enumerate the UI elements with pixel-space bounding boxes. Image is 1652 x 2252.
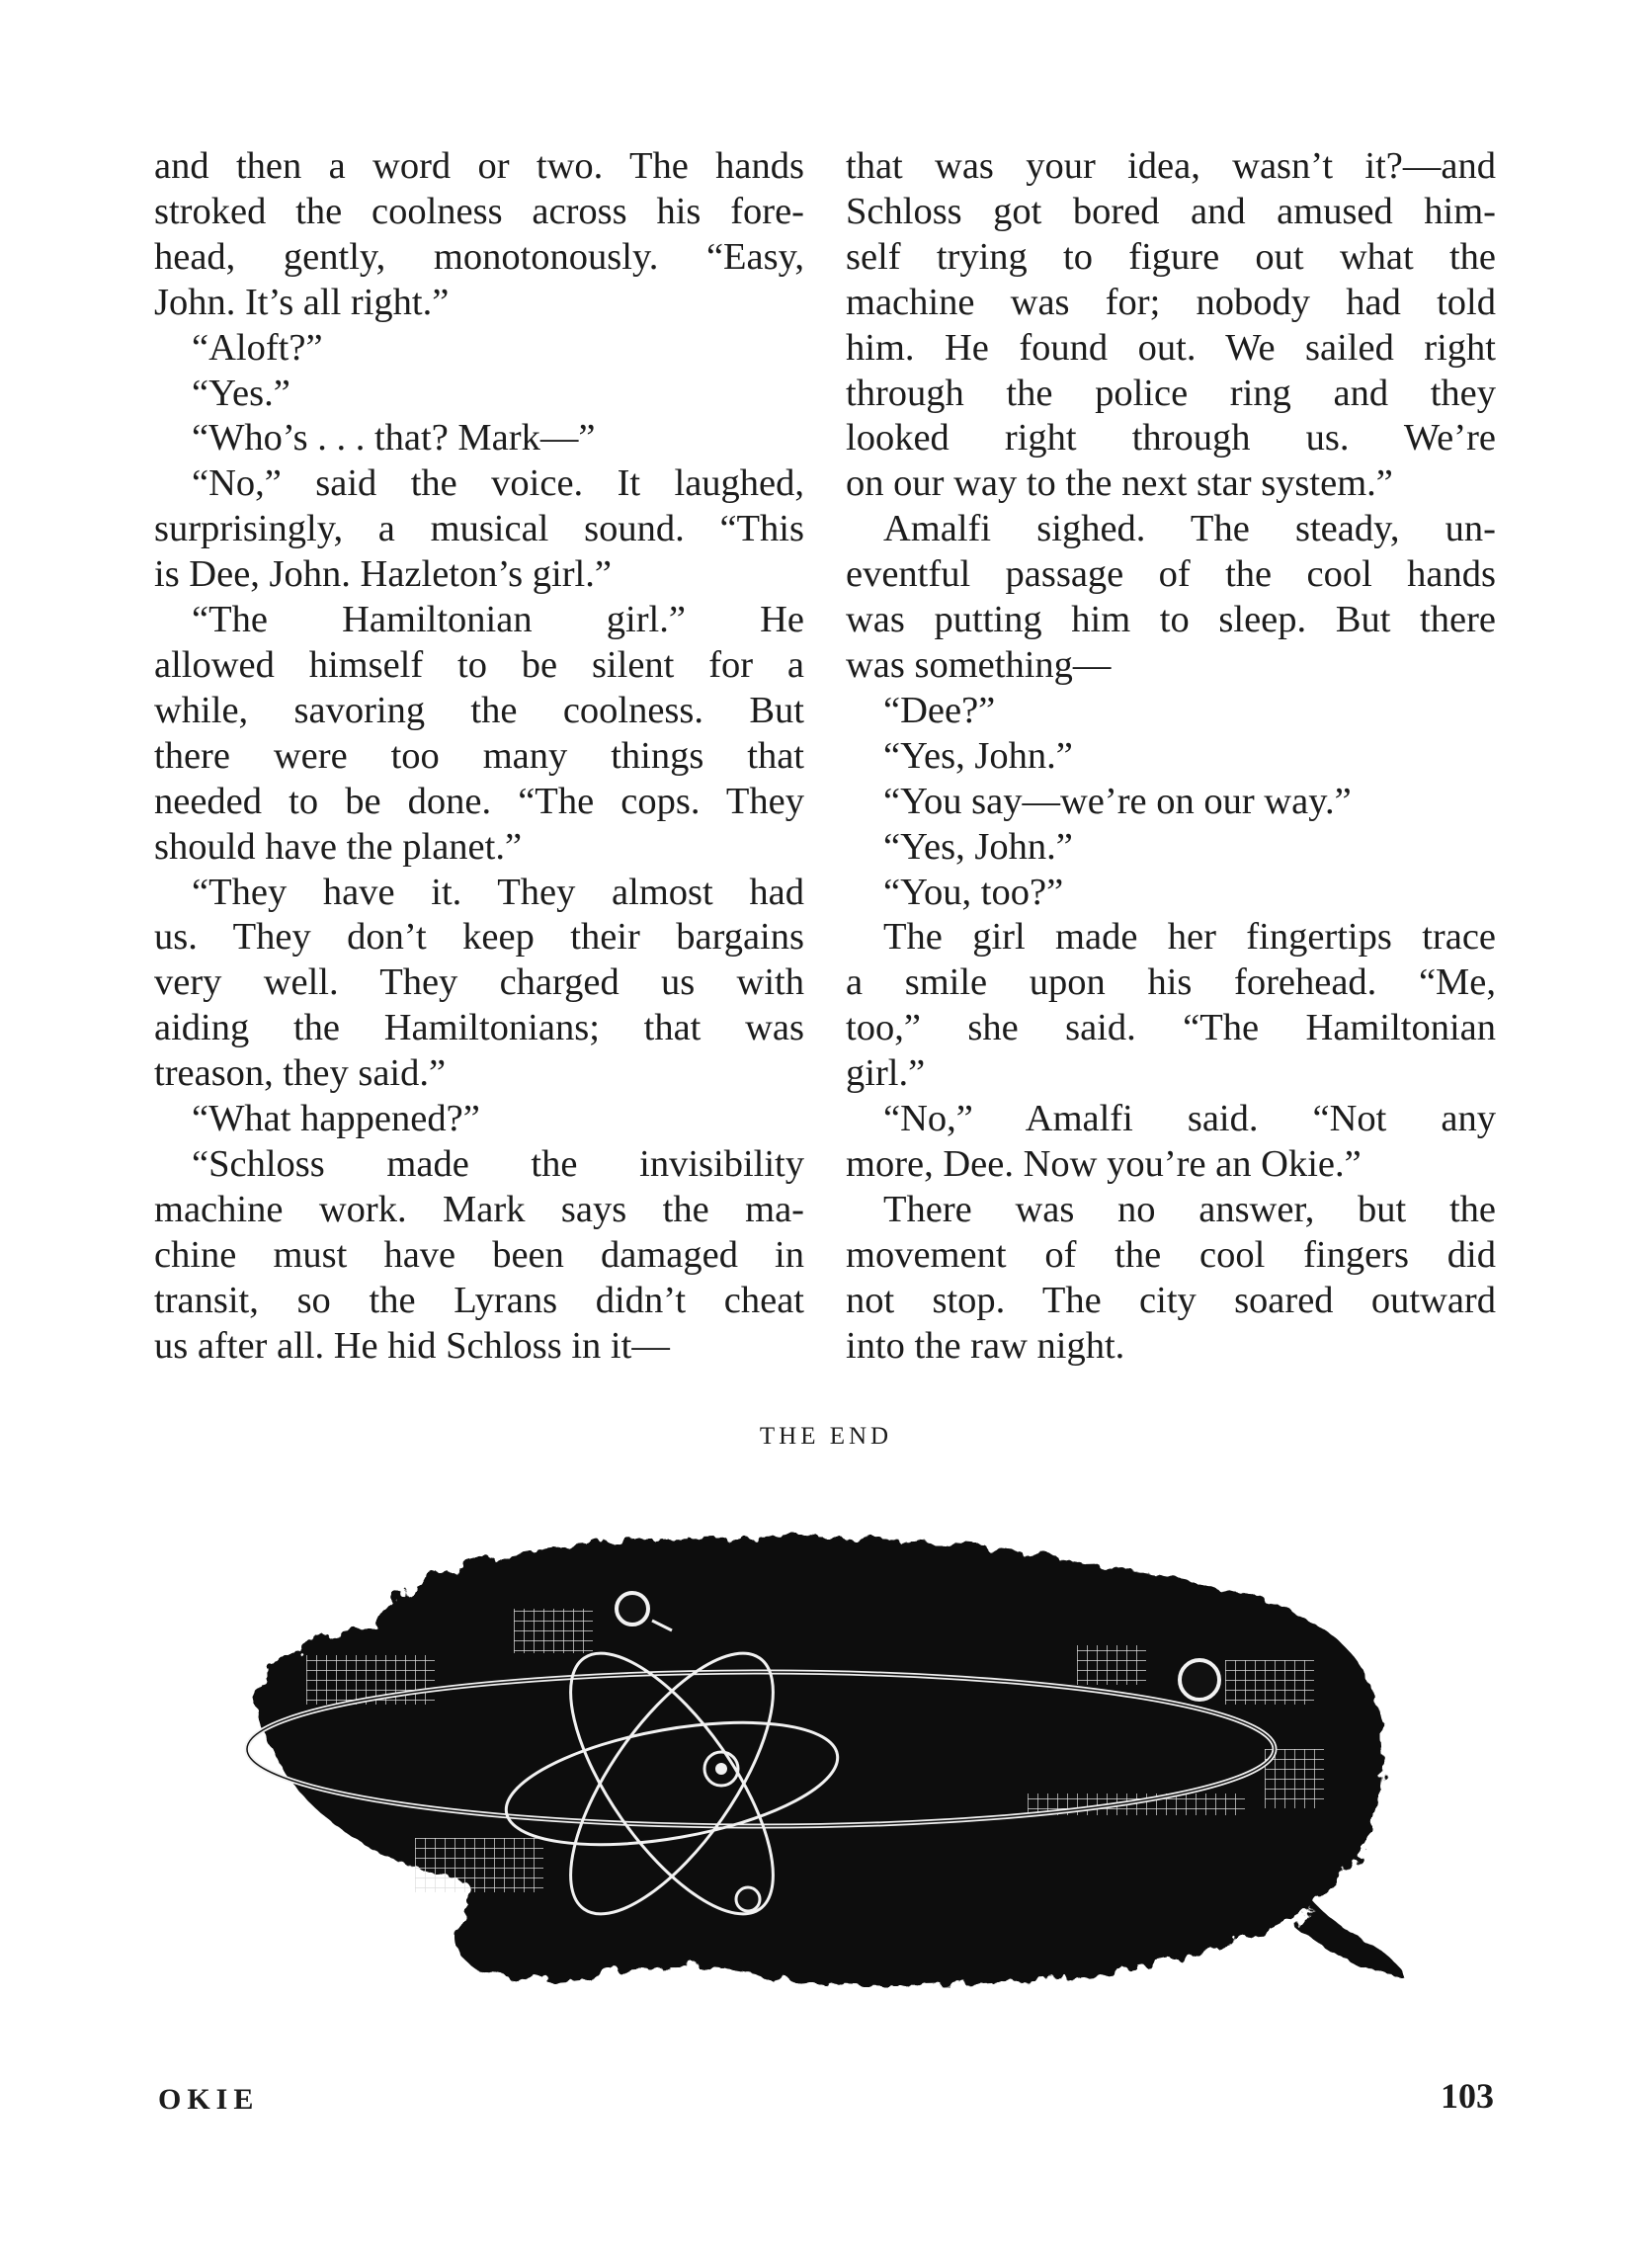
text-line: “Yes, John.” — [883, 825, 1073, 868]
text-line: “The Hamiltonian girl.” He — [192, 599, 804, 641]
text-line: was putting him to sleep. But there — [846, 599, 1496, 641]
text-line: The girl made her fingertips trace — [883, 916, 1496, 959]
paragraph — [846, 144, 1496, 507]
paragraph — [154, 416, 804, 461]
paragraph — [154, 1142, 804, 1370]
text-line: while, savoring the coolness. But — [154, 689, 804, 731]
paragraph — [846, 825, 1496, 871]
running-title: OKIE — [158, 2083, 260, 2116]
electron-3 — [736, 1887, 760, 1911]
paragraph — [846, 734, 1496, 780]
text-line: too,” she said. “The Hamiltonian — [846, 1007, 1496, 1049]
text-line: machine work. Mark says the ma- — [154, 1188, 804, 1230]
text-line: that was your idea, wasn’t it?—and — [846, 145, 1496, 187]
paragraph — [154, 326, 804, 372]
electron-2 — [1180, 1660, 1219, 1700]
text-line: girl.” — [846, 1052, 926, 1095]
paragraph — [846, 915, 1496, 1097]
text-line: stroked the coolness across his fore- — [154, 190, 804, 232]
text-line: “No,” Amalfi said. “Not any — [883, 1098, 1496, 1140]
text-line: aiding the Hamiltonians; that was — [154, 1007, 804, 1049]
paragraph — [154, 871, 804, 1098]
text-line: self trying to figure out what the — [846, 235, 1496, 278]
paragraph — [846, 689, 1496, 734]
text-line: “You say—we’re on our way.” — [883, 780, 1352, 822]
text-line: through the police ring and they — [846, 372, 1496, 414]
text-line: movement of the cool fingers did — [846, 1233, 1496, 1276]
paragraph — [154, 461, 804, 598]
page-number: 103 — [1441, 2076, 1494, 2116]
text-line: Schloss got bored and amused him- — [846, 190, 1496, 232]
text-line: “Dee?” — [883, 689, 996, 731]
text-line: “They have it. They almost had — [192, 871, 804, 913]
text-line: “Who’s . . . that? Mark—” — [192, 417, 596, 459]
text-line: John. It’s all right.” — [154, 281, 450, 323]
text-line: machine was for; nobody had told — [846, 281, 1496, 323]
text-line: is Dee, John. Hazleton’s girl.” — [154, 553, 612, 596]
text-line: transit, so the Lyrans didn’t cheat — [154, 1279, 804, 1321]
text-line: “Yes, John.” — [883, 734, 1073, 777]
text-line: not stop. The city soared outward — [846, 1279, 1496, 1321]
paragraph — [846, 1097, 1496, 1188]
electron-1 — [617, 1593, 648, 1625]
paragraph — [154, 144, 804, 326]
text-line: us. They don’t keep their bargains — [154, 916, 804, 959]
text-line: a smile upon his forehead. “Me, — [846, 961, 1496, 1004]
paragraph — [846, 507, 1496, 689]
text-column-left — [154, 144, 804, 1369]
text-line: chine must have been damaged in — [154, 1233, 804, 1276]
paragraph — [154, 598, 804, 870]
text-line: surprisingly, a musical sound. “This — [154, 508, 804, 550]
text-line: needed to be done. “The cops. They — [154, 780, 804, 822]
text-line: “Aloft?” — [192, 326, 323, 369]
text-line: there were too many things that — [154, 734, 804, 777]
text-line: allowed himself to be silent for a — [154, 643, 804, 686]
text-column-right — [846, 144, 1496, 1369]
ink-blob — [255, 1537, 1384, 1985]
text-line: “What happened?” — [192, 1098, 480, 1140]
text-line: should have the planet.” — [154, 825, 523, 868]
text-line: and then a word or two. The hands — [154, 145, 804, 187]
text-line: was something— — [846, 643, 1112, 686]
paragraph — [154, 372, 804, 417]
text-line: head, gently, monotonously. “Easy, — [154, 235, 804, 278]
text-line: on our way to the next star system.” — [846, 462, 1393, 505]
text-line: “You, too?” — [883, 871, 1064, 913]
the-end-label: THE END — [759, 1423, 893, 1450]
text-line: There was no answer, but the — [883, 1188, 1496, 1230]
text-line: “Schloss made the invisibility — [192, 1142, 804, 1185]
text-line: “Yes.” — [192, 372, 290, 414]
text-line: “No,” said the voice. It laughed, — [192, 462, 804, 505]
text-line: him. He found out. We sailed right — [846, 326, 1496, 369]
text-line: eventful passage of the cool hands — [846, 553, 1496, 596]
paragraph — [846, 1188, 1496, 1370]
paragraph — [846, 780, 1496, 825]
atom-orbit-illustration — [207, 1512, 1423, 2006]
text-line: treason, they said.” — [154, 1052, 447, 1095]
text-line: very well. They charged us with — [154, 961, 804, 1004]
text-line: more, Dee. Now you’re an Okie.” — [846, 1142, 1362, 1185]
text-line: us after all. He hid Schloss in it— — [154, 1324, 670, 1367]
paragraph — [154, 1097, 804, 1142]
text-line: looked right through us. We’re — [846, 417, 1496, 459]
paragraph — [846, 871, 1496, 916]
text-line: Amalfi sighed. The steady, un- — [883, 508, 1496, 550]
text-line: into the raw night. — [846, 1324, 1125, 1367]
